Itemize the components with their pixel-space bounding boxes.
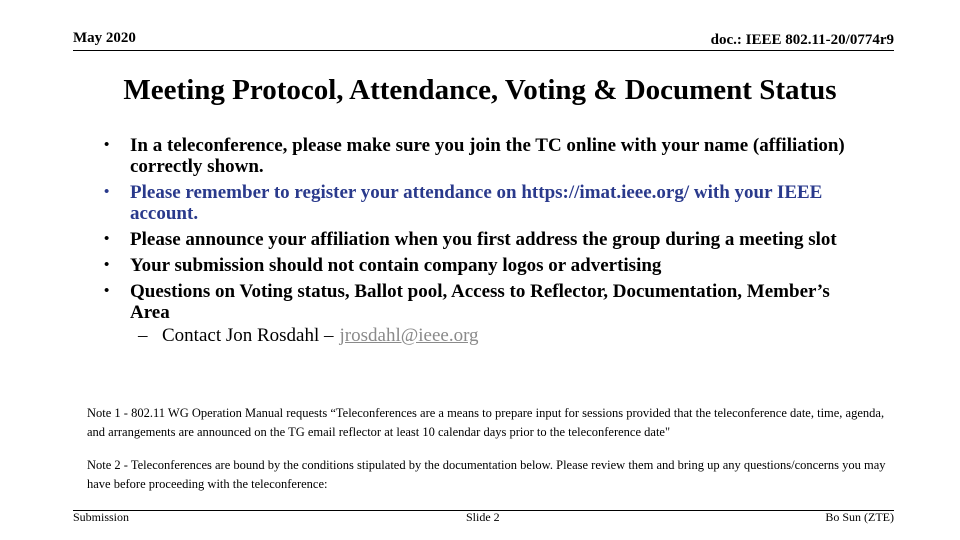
header-divider — [73, 50, 894, 51]
bullet-text: Questions on Voting status, Ballot pool, Access to Reflector, Documentation, Member’s Area — [130, 281, 830, 323]
sub-bullet-contact — [130, 325, 864, 346]
bullet-marker: • — [104, 137, 110, 153]
bullet-item-questions — [104, 281, 864, 346]
bullet-marker: • — [104, 257, 110, 273]
bullet-item-join-online — [104, 135, 864, 177]
bullet-text: Your submission should not contain company logos or advertising — [130, 255, 662, 276]
note-2: Note 2 - Teleconferences are bound by the conditions stipulated by the documentation below. Please review them and bring up any questions/concerns you may have before proceeding with the teleconference: — [87, 458, 886, 491]
sub-bullet-text: Contact Jon Rosdahl – — [162, 325, 334, 346]
bullet-text: Please remember to register your attendance on https://imat.ieee.org/ with your IEEE account. — [130, 182, 823, 224]
bullet-marker: • — [104, 283, 110, 299]
sub-bullet-dash: – — [138, 325, 148, 346]
header-date: May 2020 — [73, 30, 136, 46]
bullet-item-register-attendance — [104, 182, 864, 224]
footer-author: Bo Sun (ZTE) — [825, 510, 894, 524]
contact-email-link[interactable]: jrosdahl@ieee.org — [339, 325, 479, 346]
bullet-text: Please announce your affiliation when you first address the group during a meeting slot — [130, 229, 837, 250]
header-doc-id: doc.: IEEE 802.11-20/0774r9 — [710, 32, 894, 48]
bullet-marker: • — [104, 231, 110, 247]
footer-slide-number: Slide 2 — [466, 510, 500, 524]
bullet-item-no-logos — [104, 255, 864, 276]
bullet-list — [104, 135, 864, 351]
bullet-marker: • — [104, 184, 110, 200]
bullet-item-announce-affiliation — [104, 229, 864, 250]
bullet-text: In a teleconference, please make sure you join the TC online with your name (affiliation) correctly shown. — [130, 135, 845, 177]
note-1: Note 1 - 802.11 WG Operation Manual requests “Teleconferences are a means to prepare input for sessions provided that the teleconference date, time, agenda, and arrangements are announced on the TG email reflector at least 10 calendar days prior to the teleconference date" — [87, 406, 885, 439]
slide-title: Meeting Protocol, Attendance, Voting & Document Status — [123, 74, 837, 106]
footer-submission: Submission — [73, 510, 130, 524]
